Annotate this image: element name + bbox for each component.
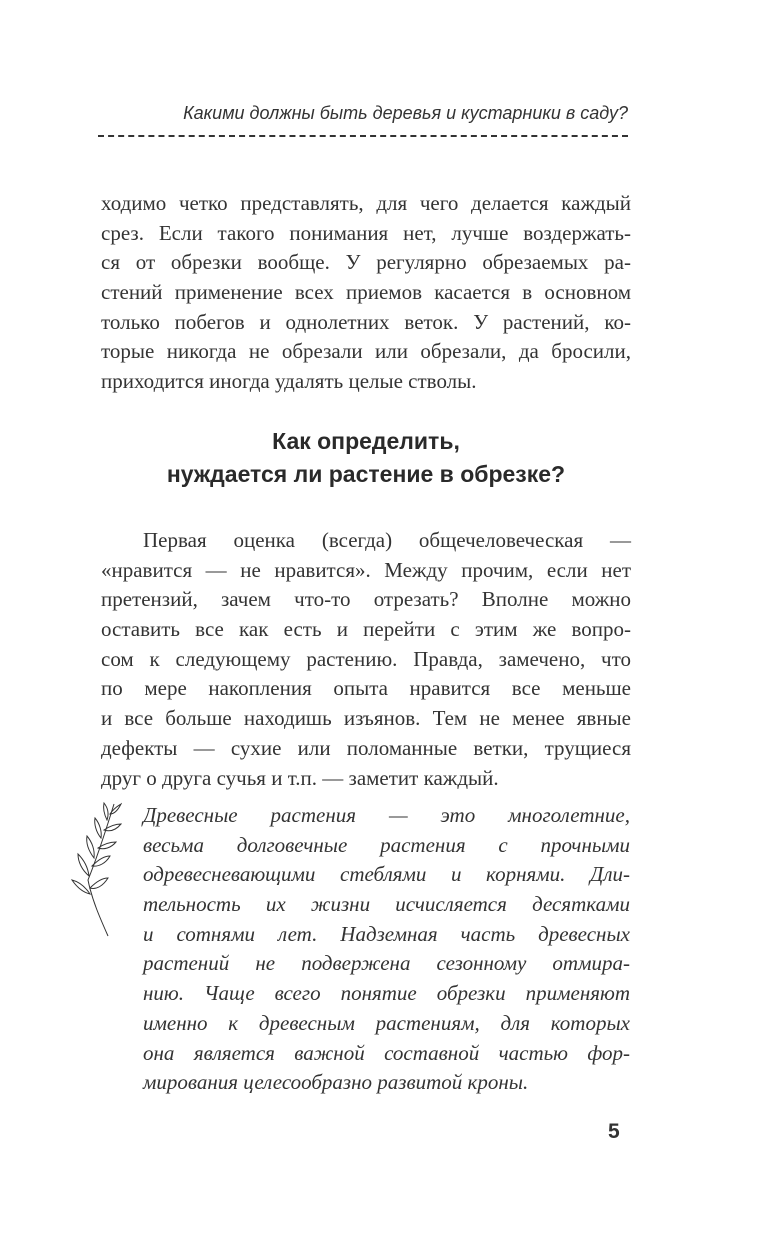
text-line: только побегов и однолетних веток. У растений, ко- xyxy=(101,309,631,334)
text-line: и сотнями лет. Надземная часть древесных xyxy=(143,921,630,946)
text-line: Древесные растения — это многолетние, xyxy=(143,803,630,827)
running-header: Какими должны быть деревья и кустарники в саду? xyxy=(183,103,628,123)
text-line: Первая оценка (всегда) общечеловеческая — xyxy=(143,528,631,552)
text-line: стений применение всех приемов касается в основном xyxy=(101,280,631,305)
text-line: и все больше находишь изъянов. Тем не менее явные xyxy=(101,706,631,731)
text-line: растений не подвержена сезонному отмира- xyxy=(143,951,630,976)
text-line: приходится иногда удалять целые стволы. xyxy=(101,369,477,394)
text-line: по мере накопления опыта нравится все меньше xyxy=(101,676,631,701)
text-line: сом к следующему растению. Правда, замечено, что xyxy=(101,646,631,671)
section-heading xyxy=(101,425,631,491)
note-block xyxy=(143,801,630,1098)
text-line: нию. Чаще всего понятие обрезки применяют xyxy=(143,981,630,1006)
text-line: тельность их жизни исчисляется десятками xyxy=(143,892,630,917)
text-line: одревесневающими стеблями и корнями. Дли- xyxy=(143,862,630,887)
text-line: ходимо четко представлять, для чего делается каждый xyxy=(101,191,631,215)
heading-line: Как определить, xyxy=(272,428,460,454)
paragraph-1 xyxy=(101,189,631,397)
text-line: мирования целесообразно развитой кроны. xyxy=(143,1070,529,1095)
text-line: она является важной составной частью фор- xyxy=(143,1040,630,1065)
text-line: торые никогда не обрезали или обрезали, да бросили, xyxy=(101,339,631,364)
text-line: срез. Если такого понимания нет, лучше воздержать- xyxy=(101,220,631,245)
text-line: претензий, зачем что-то отрезать? Вполне можно xyxy=(101,587,631,612)
paragraph-2 xyxy=(101,526,631,793)
text-line: именно к древесным растениям, для которых xyxy=(143,1010,630,1035)
heading-line: нуждается ли растение в обрезке? xyxy=(166,461,566,487)
text-line: ся от обрезки вообще. У регулярно обрезаемых ра- xyxy=(101,250,631,275)
text-line: весьма долговечные растения с прочными xyxy=(143,832,630,857)
text-line: оставить все как есть и перейти с этим же вопро- xyxy=(101,617,631,642)
text-line: дефекты — сухие или поломанные ветки, трущиеся xyxy=(101,735,631,760)
page-number: 5 xyxy=(608,1120,620,1143)
text-line: «нравится — не нравится». Между прочим, если нет xyxy=(101,557,631,582)
text-line: друг о друга сучья и т.п. — заметит каждый. xyxy=(101,765,499,790)
leaf-branch-icon xyxy=(66,800,122,940)
header-divider xyxy=(98,135,628,137)
